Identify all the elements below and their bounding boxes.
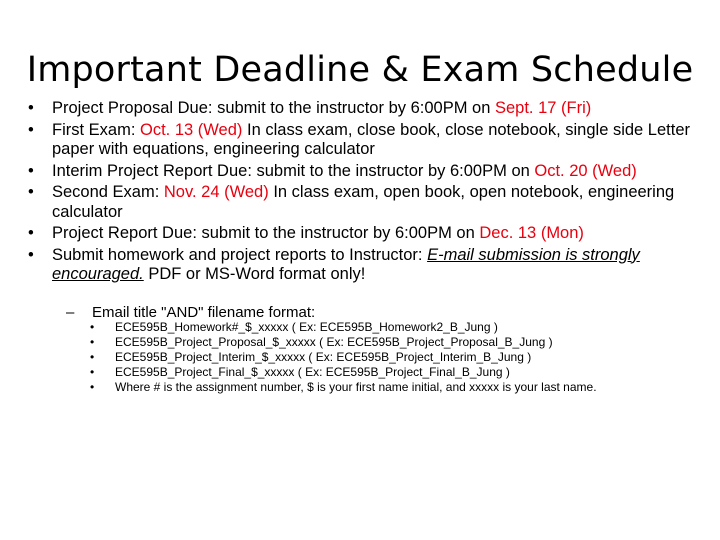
- bullet-icon: •: [28, 120, 34, 139]
- dash-icon: –: [66, 304, 75, 321]
- item-text: Second Exam:: [52, 183, 164, 201]
- bullet-icon: •: [90, 380, 95, 394]
- item-text: Project Report Due: submit to the instructor by 6:00PM on: [52, 224, 480, 242]
- deadline-date: Dec. 13 (Mon): [479, 224, 584, 242]
- format-text: ECE595B_Project_Proposal_$_xxxxx ( Ex: ECE595B_Project_Proposal_B_Jung ): [115, 335, 553, 349]
- bullet-icon: •: [28, 183, 34, 201]
- format-item: [90, 380, 690, 395]
- schedule-list: [28, 99, 698, 287]
- item-text: In class exam, close book, close notebook, single side Letter paper with equations, engineering calculator: [52, 120, 691, 158]
- sub-item-text: Email title "AND" filename format:: [92, 304, 316, 321]
- list-item: [28, 246, 698, 285]
- deadline-date: Nov. 24 (Wed): [163, 183, 269, 201]
- bullet-icon: •: [28, 161, 34, 180]
- list-item: [28, 183, 698, 222]
- bullet-icon: •: [90, 335, 95, 349]
- email-note: E-mail submission is strongly encouraged.: [52, 245, 640, 283]
- format-item: [90, 365, 690, 380]
- format-item: [90, 335, 690, 350]
- deadline-date: Sept. 17 (Fri): [494, 99, 592, 117]
- format-item: [90, 320, 690, 335]
- format-list: [90, 320, 690, 395]
- list-item: [28, 224, 698, 244]
- item-text: In class exam, open book, open notebook, engineering calculator: [52, 183, 675, 221]
- item-text: Submit homework and project reports to Instructor:: [52, 245, 428, 264]
- list-item: [28, 99, 698, 119]
- deadline-date: Oct. 20 (Wed): [534, 161, 637, 180]
- slide-title: Important Deadline & Exam Schedule: [26, 50, 694, 90]
- bullet-icon: •: [90, 365, 95, 379]
- item-text: PDF or MS-Word format only!: [143, 265, 366, 283]
- deadline-date: Oct. 13 (Wed): [140, 120, 243, 139]
- list-item: [28, 162, 698, 182]
- format-text: ECE595B_Project_Interim_$_xxxxx ( Ex: ECE595B_Project_Interim_B_Jung ): [115, 350, 532, 364]
- format-text: Where # is the assignment number, $ is your first name initial, and xxxxx is your last name.: [115, 380, 597, 394]
- format-text: ECE595B_Project_Final_$_xxxxx ( Ex: ECE595B_Project_Final_B_Jung ): [115, 365, 510, 379]
- item-text: Project Proposal Due: submit to the instructor by 6:00PM on: [52, 99, 495, 117]
- bullet-icon: •: [90, 320, 95, 334]
- item-text: First Exam:: [52, 120, 141, 139]
- bullet-icon: •: [28, 99, 34, 117]
- format-item: [90, 350, 690, 365]
- bullet-icon: •: [28, 245, 34, 264]
- list-item: [28, 121, 698, 160]
- bullet-icon: •: [28, 224, 34, 242]
- format-text: ECE595B_Homework#_$_xxxxx ( Ex: ECE595B_Homework2_B_Jung ): [115, 320, 498, 334]
- bullet-icon: •: [90, 350, 95, 364]
- item-text: Interim Project Report Due: submit to the instructor by 6:00PM on: [52, 161, 535, 180]
